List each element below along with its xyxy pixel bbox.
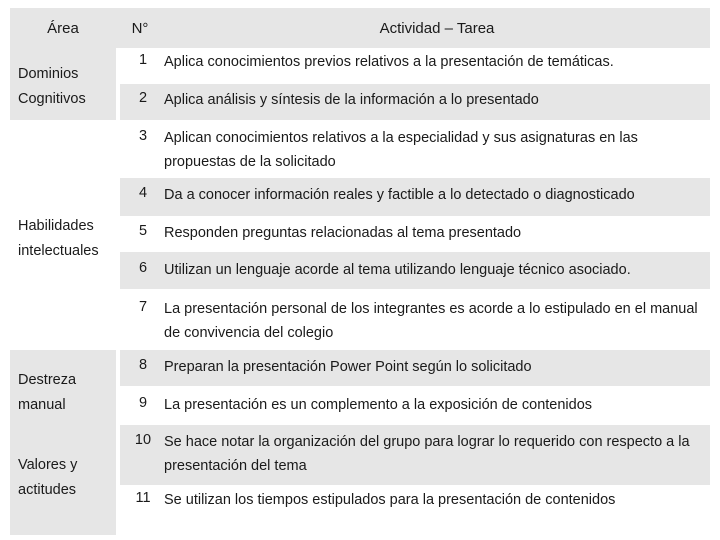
row-text-8: Preparan la presentación Power Point según lo solicitado [164,359,532,375]
header-area [10,8,116,48]
header-activity-label: Actividad – Tarea [379,19,495,37]
row-text-4: Da a conocer información reales y factible a lo detectado o diagnosticado [164,187,635,203]
header-num [120,8,160,48]
row-num-1: 1 [138,52,148,68]
row-text-7: La presentación personal de los integrantes es acorde a lo estipulado en el manual de convivencia del colegio [164,301,698,341]
area-label-destreza: Destreza manual [18,372,77,413]
row-num-4: 4 [138,185,148,201]
row-num-7: 7 [138,299,148,315]
row-text-1: Aplica conocimientos previos relativos a la presentación de temáticas. [164,54,614,70]
header-num-label: N° [131,19,149,37]
row-num-10: 10 [134,432,152,448]
area-label-habilidades: Habilidades intelectuales [18,218,99,259]
row-num-5: 5 [138,223,148,239]
row-num-2: 2 [138,90,148,106]
row-num-6: 6 [138,260,148,276]
row-text-6: Utilizan un lenguaje acorde al tema utilizando lenguaje técnico asociado. [164,262,631,278]
header-area-label: Área [47,19,79,37]
row-text-3: Aplican conocimientos relativos a la especialidad y sus asignaturas en las propuestas de la solicitado [164,130,638,170]
row-text-5: Responden preguntas relacionadas al tema presentado [164,225,522,241]
row-num-3: 3 [138,128,148,144]
row-text-9: La presentación es un complemento a la exposición de contenidos [164,397,593,413]
header-activity [164,8,710,48]
row-text-2: Aplica análisis y síntesis de la información a lo presentado [164,92,539,108]
area-label-valores: Valores y actitudes [18,457,78,498]
row-text-10: Se hace notar la organización del grupo para lograr lo requerido con respecto a la presentación del tema [164,434,690,474]
row-num-9: 9 [138,395,148,411]
row-num-11: 11 [135,490,151,506]
row-num-8: 8 [138,357,148,373]
row-text-11: Se utilizan los tiempos estipulados para la presentación de contenidos [164,492,616,508]
area-label-dominios: Dominios Cognitivos [18,66,86,107]
